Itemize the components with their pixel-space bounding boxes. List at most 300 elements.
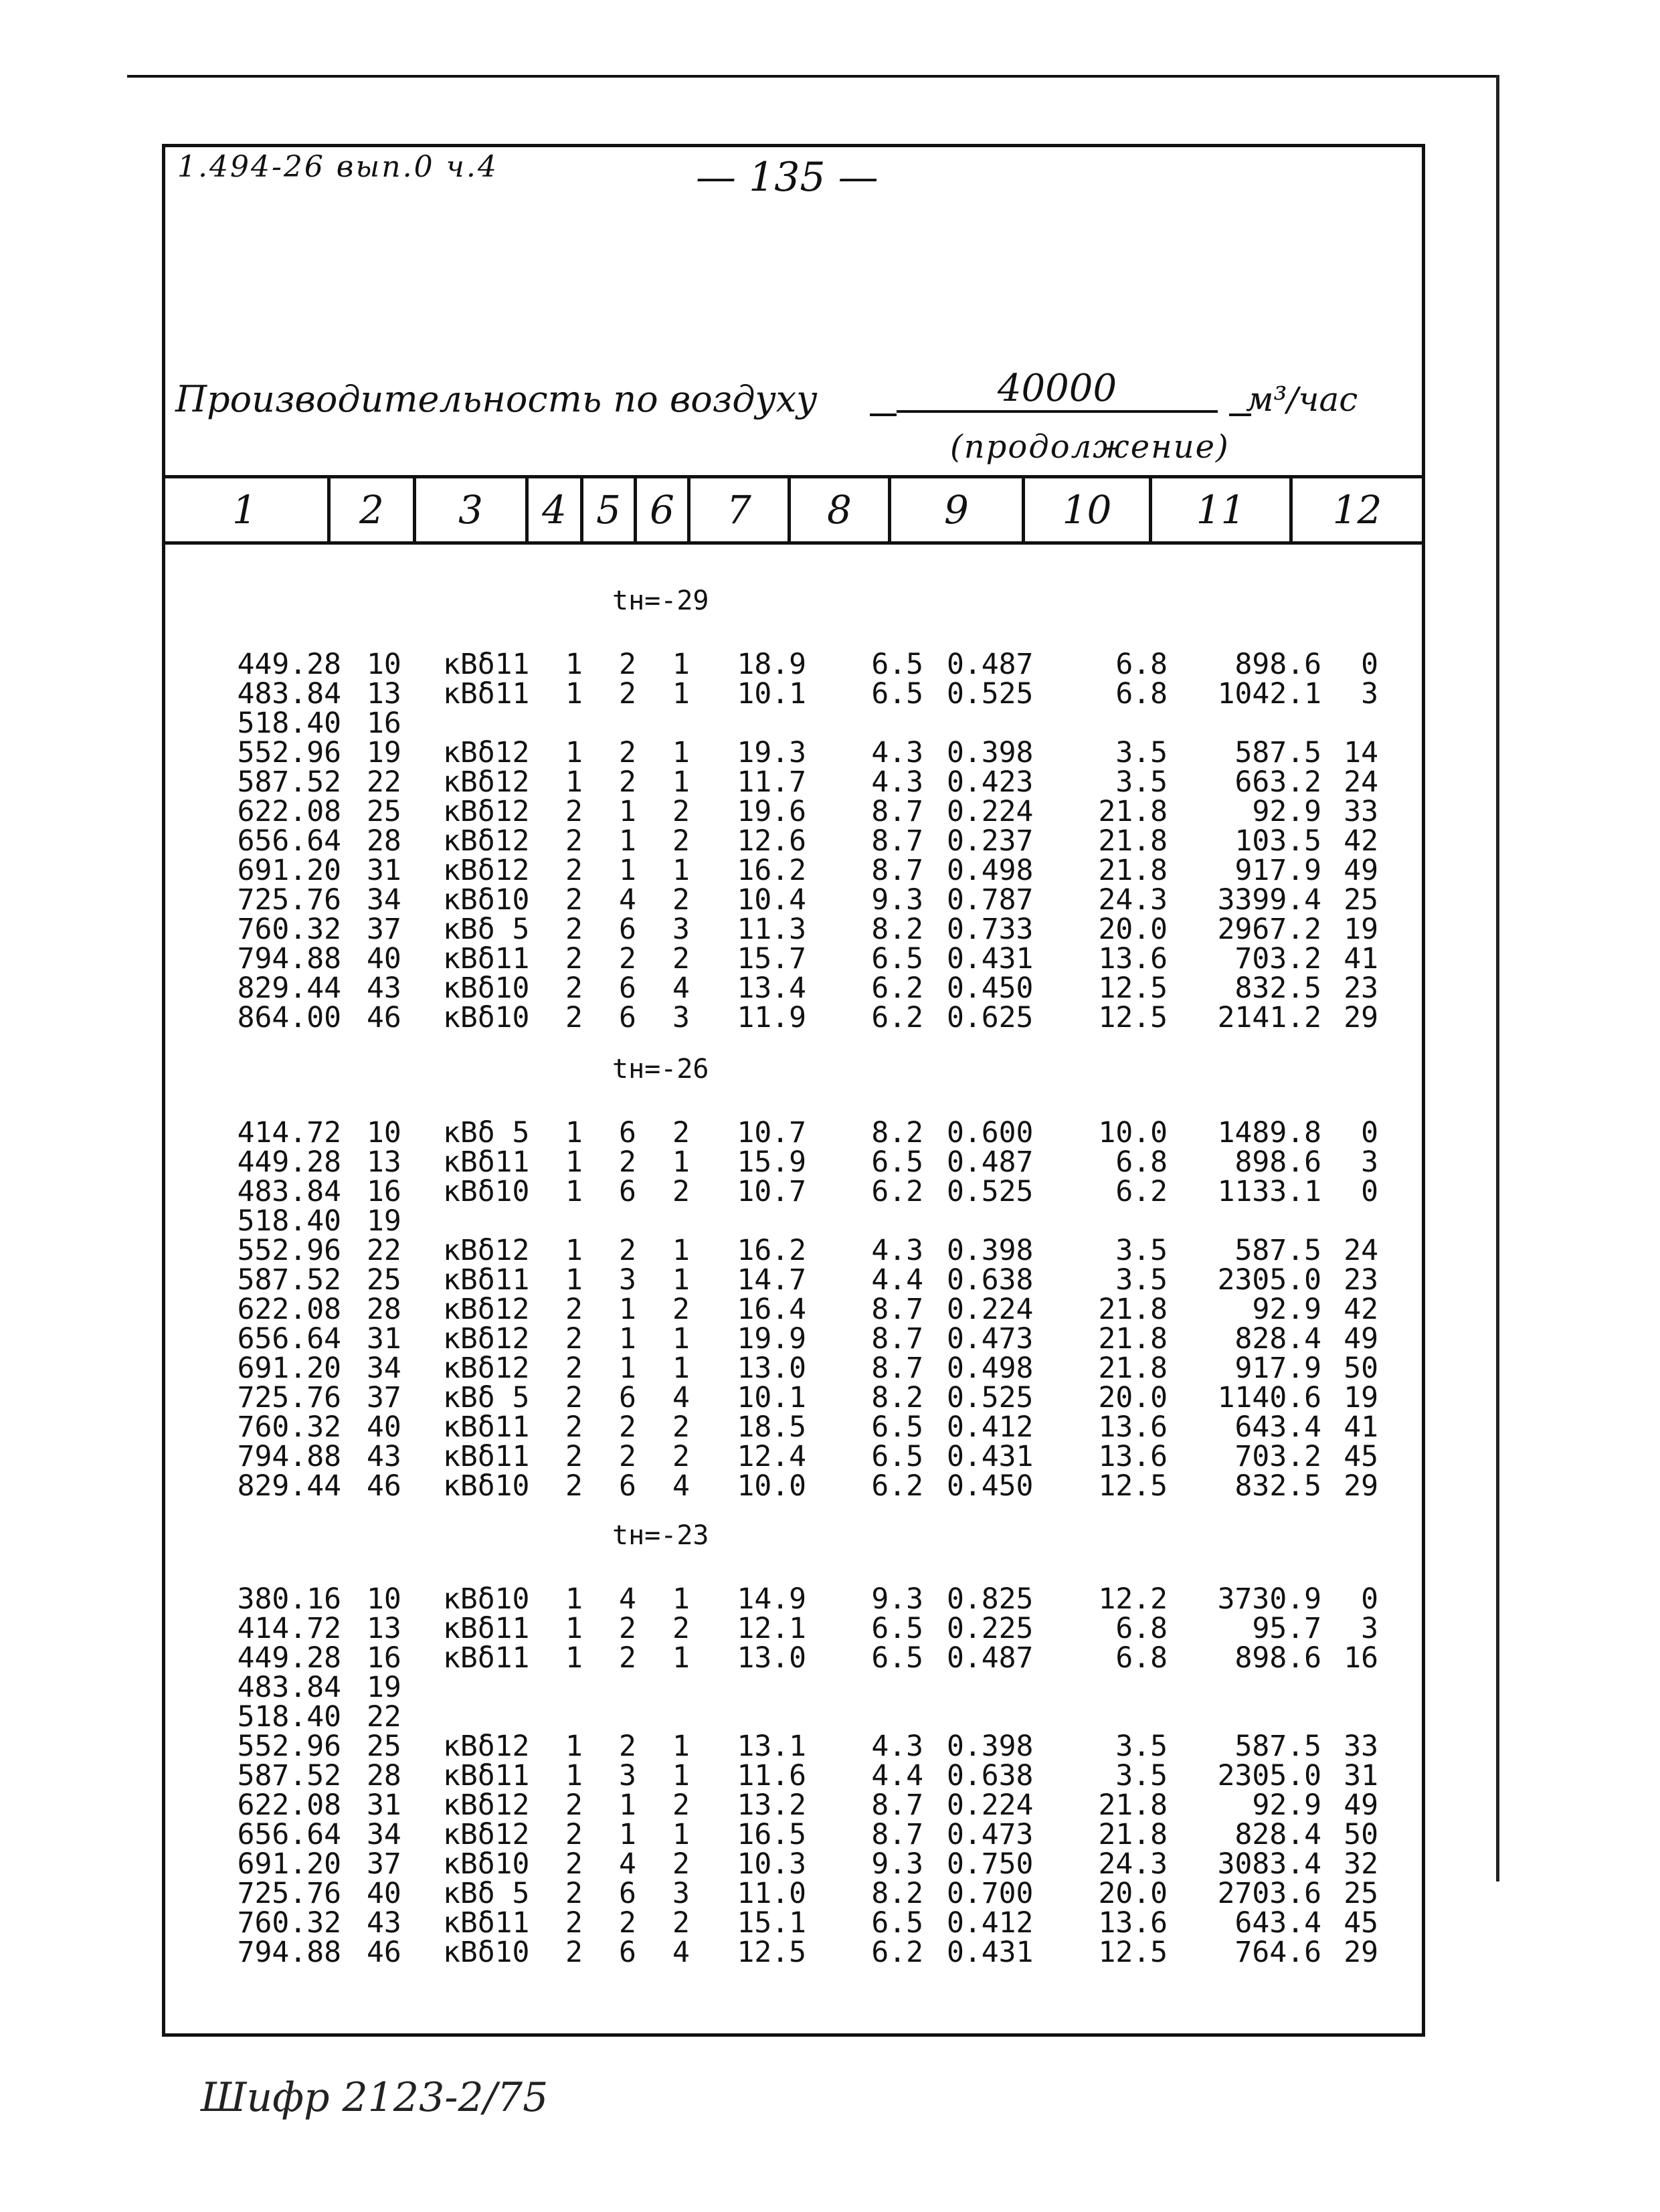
table-cell: 6.8 — [1115, 1145, 1168, 1179]
table-cell: 1 — [672, 736, 690, 769]
table-cell: 0 — [1361, 1116, 1378, 1149]
table-cell: 14.7 — [737, 1263, 806, 1297]
table-cell: 92.9 — [1252, 795, 1321, 828]
table-cell: 4 — [672, 1381, 690, 1414]
table-cell: 15.7 — [737, 942, 806, 976]
table-cell: 2 — [565, 1936, 583, 1969]
table-cell: 1 — [672, 1818, 690, 1851]
table-cell: 3 — [672, 1877, 690, 1910]
table-cell: 4 — [672, 972, 690, 1005]
table-cell: 587.52 — [237, 1759, 341, 1792]
table-cell: 37 — [367, 1381, 401, 1414]
table-cell: 43 — [367, 1906, 401, 1940]
table-cell: 19 — [367, 1671, 401, 1704]
table-cell: 16 — [367, 1641, 401, 1675]
table-cell: 2 — [565, 972, 583, 1005]
table-cell: 4 — [672, 1469, 690, 1503]
table-cell: 1 — [672, 854, 690, 887]
table-cell: 0.450 — [947, 1469, 1034, 1503]
table-cell: 0.638 — [947, 1263, 1034, 1297]
table-cell: 1 — [619, 824, 636, 858]
table-row — [0, 1820, 1660, 1849]
table-cell: 13.6 — [1098, 1906, 1168, 1940]
table-cell: 34 — [367, 1818, 401, 1851]
table-cell: 794.88 — [237, 942, 341, 976]
cipher-stamp: Шифр 2123-2/75 — [201, 2074, 549, 2121]
table-cell: кВδ12 — [443, 765, 530, 799]
table-cell: 25 — [367, 1263, 401, 1297]
table-cell: 6.5 — [871, 1906, 923, 1940]
table-cell: 10.1 — [737, 677, 806, 711]
table-cell: 13 — [367, 1145, 401, 1179]
title-underline-left — [870, 413, 897, 416]
table-cell: 1 — [672, 1759, 690, 1792]
table-cell: 13.4 — [737, 972, 806, 1005]
column-header: 8 — [791, 478, 891, 541]
table-cell: 1 — [672, 1145, 690, 1179]
table-cell: 663.2 — [1234, 765, 1321, 799]
table-cell: 0.224 — [947, 795, 1034, 828]
table-cell: 3730.9 — [1217, 1582, 1321, 1616]
table-cell: 2 — [565, 1410, 583, 1444]
table-row — [0, 650, 1660, 679]
table-cell: 0.237 — [947, 824, 1034, 858]
table-cell: 0.487 — [947, 1641, 1034, 1675]
table-cell: 1 — [672, 677, 690, 711]
table-cell: 2305.0 — [1217, 1759, 1321, 1792]
table-cell: 6.5 — [871, 1641, 923, 1675]
table-cell: 0.473 — [947, 1818, 1034, 1851]
table-cell: 2141.2 — [1217, 1001, 1321, 1034]
title-unit: м³/час — [1246, 380, 1358, 419]
table-cell: 0.498 — [947, 854, 1034, 887]
table-cell: 1 — [619, 1818, 636, 1851]
table-cell: 2 — [619, 736, 636, 769]
table-cell: 1489.8 — [1217, 1116, 1321, 1149]
table-cell: кВδ12 — [443, 1818, 530, 1851]
table-cell: 3083.4 — [1217, 1847, 1321, 1881]
table-cell: 21.8 — [1098, 1818, 1168, 1851]
section-label: tн=-23 — [612, 1520, 709, 1551]
table-cell: 2 — [565, 1293, 583, 1326]
table-cell: 34 — [367, 1352, 401, 1385]
table-cell: 0.224 — [947, 1293, 1034, 1326]
table-cell: 4 — [619, 1582, 636, 1616]
table-cell: 28 — [367, 1759, 401, 1792]
table-cell: 13 — [367, 1612, 401, 1645]
table-cell: 2 — [565, 1906, 583, 1940]
table-row — [0, 885, 1660, 915]
table-cell: 1 — [565, 1263, 583, 1297]
table-cell: 25 — [1344, 883, 1378, 917]
table-cell: 1 — [619, 1352, 636, 1385]
column-header: 1 — [162, 478, 331, 541]
table-cell: 0.450 — [947, 972, 1034, 1005]
table-row — [0, 1471, 1660, 1501]
table-cell: 622.08 — [237, 1788, 341, 1822]
table-cell: кВδ11 — [443, 1641, 530, 1675]
table-cell: 0.733 — [947, 913, 1034, 946]
table-cell: 33 — [1344, 795, 1378, 828]
table-cell: 20.0 — [1098, 1877, 1168, 1910]
table-cell: 19 — [1344, 913, 1378, 946]
table-cell: 45 — [1344, 1906, 1378, 1940]
table-cell: 552.96 — [237, 1234, 341, 1267]
table-cell: кВδ10 — [443, 972, 530, 1005]
column-header: 12 — [1332, 487, 1382, 533]
table-cell: 11.6 — [737, 1759, 806, 1792]
table-cell: 0.600 — [947, 1116, 1034, 1149]
table-cell: 31 — [367, 854, 401, 887]
table-cell: 4 — [619, 1847, 636, 1881]
title-label: Производительность по воздуху — [175, 378, 818, 420]
table-cell: кВδ 5 — [443, 913, 530, 946]
table-cell: 1 — [565, 1582, 583, 1616]
table-cell: 3.5 — [1115, 1263, 1168, 1297]
table-cell: 46 — [367, 1001, 401, 1034]
table-cell: 3399.4 — [1217, 883, 1321, 917]
table-cell: 31 — [367, 1788, 401, 1822]
table-cell: 2305.0 — [1217, 1263, 1321, 1297]
table-cell: 6 — [619, 913, 636, 946]
table-cell: 2 — [619, 1612, 636, 1645]
table-row — [0, 1147, 1660, 1177]
table-cell: 0.498 — [947, 1352, 1034, 1385]
table-cell: кВδ11 — [443, 1612, 530, 1645]
table-cell: 12.5 — [1098, 1469, 1168, 1503]
table-cell: 3 — [672, 1001, 690, 1034]
table-cell: 40 — [367, 1877, 401, 1910]
table-cell: 11.3 — [737, 913, 806, 946]
table-cell: 6.2 — [871, 1001, 923, 1034]
table-cell: 25 — [1344, 1877, 1378, 1910]
table-cell: 10.1 — [737, 1381, 806, 1414]
table-cell: 0.787 — [947, 883, 1034, 917]
table-cell: 11.0 — [737, 1877, 806, 1910]
table-cell: 449.28 — [237, 648, 341, 681]
table-cell: 24 — [1344, 765, 1378, 799]
table-cell: 3 — [1361, 1145, 1378, 1179]
table-cell: 1 — [565, 1612, 583, 1645]
table-cell: 0.700 — [947, 1877, 1034, 1910]
table-row — [0, 1938, 1660, 1967]
table-cell: 2 — [619, 1410, 636, 1444]
table-cell: 2 — [672, 1788, 690, 1822]
table-cell: 0.431 — [947, 942, 1034, 976]
table-cell: 28 — [367, 824, 401, 858]
section-label: tн=-29 — [612, 585, 709, 616]
table-cell: 414.72 — [237, 1116, 341, 1149]
table-cell: 0 — [1361, 648, 1378, 681]
table-cell: 1 — [672, 1641, 690, 1675]
table-cell: 483.84 — [237, 1671, 341, 1704]
table-row — [0, 1177, 1660, 1206]
table-cell: 2 — [619, 648, 636, 681]
table-cell: 2 — [619, 942, 636, 976]
table-cell: 6 — [619, 1381, 636, 1414]
table-cell: 1 — [619, 854, 636, 887]
table-cell: 829.44 — [237, 972, 341, 1005]
table-cell: 0.525 — [947, 1381, 1034, 1414]
table-cell: 32 — [1344, 1847, 1378, 1881]
table-cell: 552.96 — [237, 736, 341, 769]
table-cell: 8.7 — [871, 1788, 923, 1822]
table-cell: 1 — [672, 1582, 690, 1616]
table-cell: 832.5 — [1234, 972, 1321, 1005]
table-cell: 6.8 — [1115, 1641, 1168, 1675]
table-cell: 1 — [619, 1322, 636, 1356]
table-cell: кВδ12 — [443, 824, 530, 858]
table-row — [0, 679, 1660, 709]
table-cell: 6.5 — [871, 677, 923, 711]
table-cell: 3 — [619, 1759, 636, 1792]
table-cell: 18.9 — [737, 648, 806, 681]
table-cell: 40 — [367, 942, 401, 976]
table-row — [0, 1236, 1660, 1265]
table-cell: 16 — [367, 1175, 401, 1208]
table-cell: 92.9 — [1252, 1788, 1321, 1822]
table-cell: 8.7 — [871, 1322, 923, 1356]
table-cell: 9.3 — [871, 1847, 923, 1881]
table-cell: 37 — [367, 1847, 401, 1881]
table-cell: 21.8 — [1098, 854, 1168, 887]
table-cell: 760.32 — [237, 1906, 341, 1940]
table-cell: 6.5 — [871, 1440, 923, 1473]
table-cell: 0.423 — [947, 765, 1034, 799]
table-cell: 16.2 — [737, 854, 806, 887]
table-cell: 643.4 — [1234, 1906, 1321, 1940]
table-cell: 12.5 — [1098, 972, 1168, 1005]
table-cell: 0 — [1361, 1582, 1378, 1616]
table-cell: 31 — [1344, 1759, 1378, 1792]
table-cell: 49 — [1344, 1788, 1378, 1822]
table-row — [0, 1673, 1660, 1702]
table-cell: 3.5 — [1115, 765, 1168, 799]
table-cell: 16.2 — [737, 1234, 806, 1267]
table-cell: 50 — [1344, 1352, 1378, 1385]
table-row — [0, 1879, 1660, 1908]
table-cell: 864.00 — [237, 1001, 341, 1034]
table-row — [0, 1295, 1660, 1324]
table-cell: 20.0 — [1098, 913, 1168, 946]
table-cell: 4.3 — [871, 1234, 923, 1267]
table-cell: 2 — [672, 1410, 690, 1444]
table-row — [0, 974, 1660, 1003]
table-cell: кВδ12 — [443, 1730, 530, 1763]
table-cell: 0.825 — [947, 1582, 1034, 1616]
table-cell: 21.8 — [1098, 1293, 1168, 1326]
table-cell: 587.5 — [1234, 736, 1321, 769]
table-cell: 103.5 — [1234, 824, 1321, 858]
table-cell: 0.398 — [947, 736, 1034, 769]
table-cell: 0 — [1361, 1175, 1378, 1208]
table-cell: кВδ10 — [443, 883, 530, 917]
table-row — [0, 1702, 1660, 1732]
table-cell: 10.0 — [737, 1469, 806, 1503]
table-cell: 1 — [565, 765, 583, 799]
table-cell: 25 — [367, 795, 401, 828]
table-cell: 3.5 — [1115, 736, 1168, 769]
table-cell: 19 — [1344, 1381, 1378, 1414]
table-cell: кВδ10 — [443, 1175, 530, 1208]
table-cell: 0.398 — [947, 1234, 1034, 1267]
table-cell: 832.5 — [1234, 1469, 1321, 1503]
table-cell: 4.3 — [871, 765, 923, 799]
table-cell: 6.2 — [871, 972, 923, 1005]
table-cell: 3 — [1361, 1612, 1378, 1645]
table-cell: 0.431 — [947, 1936, 1034, 1969]
table-cell: 2 — [565, 1352, 583, 1385]
table-cell: 2 — [565, 854, 583, 887]
table-cell: 13.6 — [1098, 1440, 1168, 1473]
table-cell: 13.6 — [1098, 1410, 1168, 1444]
table-cell: 0.431 — [947, 1440, 1034, 1473]
table-cell: 760.32 — [237, 913, 341, 946]
table-cell: 11.7 — [737, 765, 806, 799]
table-cell: 1 — [565, 1730, 583, 1763]
table-cell: 1 — [672, 765, 690, 799]
table-cell: 6.5 — [871, 1145, 923, 1179]
table-cell: 10 — [367, 1582, 401, 1616]
table-cell: кВδ 5 — [443, 1877, 530, 1910]
table-cell: 483.84 — [237, 677, 341, 711]
table-cell: 8.7 — [871, 795, 923, 828]
table-row — [0, 1003, 1660, 1032]
table-cell: 917.9 — [1234, 854, 1321, 887]
table-row — [0, 915, 1660, 944]
table-row — [0, 1442, 1660, 1471]
table-cell: 6 — [619, 1936, 636, 1969]
table-cell: 2 — [565, 883, 583, 917]
table-cell: 4 — [672, 1936, 690, 1969]
table-cell: 22 — [367, 1700, 401, 1734]
table-cell: 10.7 — [737, 1175, 806, 1208]
table-cell: 6.2 — [871, 1936, 923, 1969]
table-cell: 483.84 — [237, 1175, 341, 1208]
table-cell: 6 — [619, 1116, 636, 1149]
table-row — [0, 1614, 1660, 1643]
table-cell: кВδ 5 — [443, 1381, 530, 1414]
table-cell: 2 — [619, 1641, 636, 1675]
table-cell: 12.5 — [737, 1936, 806, 1969]
table-cell: 6.5 — [871, 942, 923, 976]
table-cell: 12.6 — [737, 824, 806, 858]
table-row — [0, 1206, 1660, 1236]
table-row — [0, 1908, 1660, 1938]
table-cell: 2 — [619, 1145, 636, 1179]
table-cell: 43 — [367, 1440, 401, 1473]
table-row — [0, 767, 1660, 797]
table-cell: 1 — [565, 1234, 583, 1267]
table-cell: 449.28 — [237, 1145, 341, 1179]
table-cell: 1 — [565, 1145, 583, 1179]
table-cell: 2 — [565, 1322, 583, 1356]
table-cell: 16.5 — [737, 1818, 806, 1851]
table-cell: кВδ12 — [443, 1788, 530, 1822]
table-cell: 794.88 — [237, 1440, 341, 1473]
table-cell: кВδ12 — [443, 1352, 530, 1385]
table-cell: 8.7 — [871, 1352, 923, 1385]
table-cell: 703.2 — [1234, 942, 1321, 976]
table-cell: 725.76 — [237, 1381, 341, 1414]
table-cell: 21.8 — [1098, 1788, 1168, 1822]
table-cell: 2 — [672, 1293, 690, 1326]
table-cell: 1 — [672, 1352, 690, 1385]
table-cell: 1133.1 — [1217, 1175, 1321, 1208]
table-cell: 13 — [367, 677, 401, 711]
page-border-top — [127, 75, 1499, 78]
table-cell: 703.2 — [1234, 1440, 1321, 1473]
table-row — [0, 1383, 1660, 1412]
table-cell: 0.525 — [947, 1175, 1034, 1208]
table-cell: 828.4 — [1234, 1322, 1321, 1356]
table-cell: 16 — [367, 707, 401, 740]
table-cell: 0.625 — [947, 1001, 1034, 1034]
table-cell: 10.7 — [737, 1116, 806, 1149]
table-cell: 691.20 — [237, 1847, 341, 1881]
table-row — [0, 1849, 1660, 1879]
table-cell: кВδ11 — [443, 648, 530, 681]
table-cell: 1 — [672, 1263, 690, 1297]
table-cell: 622.08 — [237, 1293, 341, 1326]
table-cell: 3.5 — [1115, 1234, 1168, 1267]
table-row — [0, 738, 1660, 767]
table-cell: 1 — [565, 677, 583, 711]
table-cell: 50 — [1344, 1818, 1378, 1851]
table-cell: 656.64 — [237, 1322, 341, 1356]
table-cell: 49 — [1344, 1322, 1378, 1356]
table-cell: 2 — [672, 824, 690, 858]
table-cell: 16.4 — [737, 1293, 806, 1326]
table-cell: 2 — [672, 1440, 690, 1473]
table-cell: 1140.6 — [1217, 1381, 1321, 1414]
document-reference: 1.494-26 вып.0 ч.4 — [177, 150, 498, 184]
table-cell: кВδ10 — [443, 1582, 530, 1616]
table-cell: 898.6 — [1234, 1641, 1321, 1675]
table-cell: 2 — [672, 942, 690, 976]
column-header: 10 — [1025, 478, 1152, 541]
table-cell: 6 — [619, 1001, 636, 1034]
table-cell: 4.4 — [871, 1759, 923, 1792]
table-cell: кВδ12 — [443, 795, 530, 828]
table-cell: 6 — [619, 1175, 636, 1208]
table-cell: 8.2 — [871, 1877, 923, 1910]
table-cell: 23 — [1344, 972, 1378, 1005]
table-cell: 2 — [565, 942, 583, 976]
table-row — [0, 856, 1660, 885]
table-cell: 19 — [367, 736, 401, 769]
table-cell: 2 — [672, 1847, 690, 1881]
table-cell: 587.5 — [1234, 1234, 1321, 1267]
table-cell: 656.64 — [237, 824, 341, 858]
table-cell: кВδ11 — [443, 1263, 530, 1297]
table-cell: 2 — [619, 765, 636, 799]
table-cell: 2 — [619, 1906, 636, 1940]
table-cell: 2 — [672, 1612, 690, 1645]
table-cell: 45 — [1344, 1440, 1378, 1473]
table-cell: 0.398 — [947, 1730, 1034, 1763]
table-cell: кВδ10 — [443, 1936, 530, 1969]
table-cell: 6.2 — [871, 1175, 923, 1208]
table-cell: 6 — [619, 1469, 636, 1503]
table-cell: 1 — [565, 1641, 583, 1675]
table-cell: 8.2 — [871, 1381, 923, 1414]
table-cell: 29 — [1344, 1936, 1378, 1969]
table-cell: 898.6 — [1234, 1145, 1321, 1179]
table-cell: 3.5 — [1115, 1730, 1168, 1763]
table-cell: 15.1 — [737, 1906, 806, 1940]
table-cell: 20.0 — [1098, 1381, 1168, 1414]
